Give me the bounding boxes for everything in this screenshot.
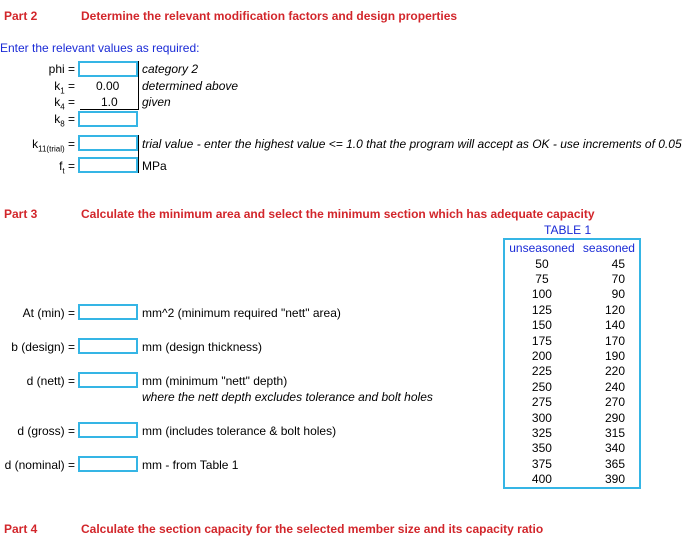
table-cell-unseasoned: 200 <box>531 349 552 364</box>
table-cell-unseasoned: 175 <box>531 333 552 348</box>
k11-divider <box>138 135 139 173</box>
table-cell-unseasoned: 350 <box>531 441 552 456</box>
k1-value: 0.00 <box>96 79 120 93</box>
ft-input[interactable] <box>78 157 138 173</box>
table-cell-seasoned: 315 <box>604 425 625 440</box>
table-cell-seasoned: 270 <box>604 395 625 410</box>
k11-input[interactable] <box>78 135 138 151</box>
ft-label: $f_t$ = <box>59 159 75 176</box>
table1 <box>503 238 641 489</box>
table-cell-seasoned: 365 <box>604 456 625 471</box>
d-nominal-label: d (nominal) = <box>4 458 75 472</box>
k4-label: $k_4$ = <box>54 95 75 112</box>
k11-label: $k_{11(trial)}$ = <box>32 137 75 154</box>
table-cell-seasoned: 45 <box>611 256 625 271</box>
table-cell-unseasoned: 300 <box>531 410 552 425</box>
table-cell-seasoned: 90 <box>611 287 625 302</box>
table1-title: TABLE 1 <box>544 223 592 237</box>
table-cell-seasoned: 70 <box>611 272 625 287</box>
table1-header-unseasoned: unseasoned <box>509 241 575 255</box>
table-cell-unseasoned: 125 <box>531 302 552 317</box>
k8-input[interactable] <box>78 111 138 127</box>
table-cell-unseasoned: 400 <box>531 472 552 487</box>
k11-note: trial value - enter the highest value <= 1.0 that the program will accept as OK - use increments of 0.05 <box>142 137 682 151</box>
table-cell-seasoned: 390 <box>604 472 625 487</box>
part3-title: Calculate the minimum area and select the minimum section which has adequate capacity <box>81 207 595 221</box>
part4-title: Calculate the section capacity for the selected member size and its capacity ratio <box>81 522 544 536</box>
table-cell-seasoned: 170 <box>604 333 625 348</box>
b-design-note: mm (design thickness) <box>142 340 263 354</box>
table-cell-unseasoned: 275 <box>531 395 552 410</box>
table-cell-seasoned: 220 <box>604 364 625 379</box>
table-row <box>504 302 640 317</box>
part2-title: Determine the relevant modification factors and design properties <box>81 9 458 23</box>
k4-value: 1.0 <box>101 95 118 109</box>
table-row <box>504 348 640 363</box>
at-min-input[interactable] <box>78 304 138 320</box>
d-nett-label: d (nett) = <box>26 374 75 388</box>
k4-underline <box>80 109 138 110</box>
table-cell-seasoned: 120 <box>604 302 625 317</box>
table-cell-unseasoned: 75 <box>535 272 549 287</box>
part3-label: Part 3 <box>4 207 38 221</box>
d-nett-input[interactable] <box>78 372 138 388</box>
phi-label: phi = <box>48 62 75 76</box>
table-row <box>504 364 640 379</box>
b-design-label: b (design) = <box>11 340 75 354</box>
k1-label: $k_1$ = <box>54 79 75 96</box>
table1-header-row <box>504 239 640 256</box>
k8-label: $k_8$ = <box>54 112 75 129</box>
d-gross-label: d (gross) = <box>17 424 75 438</box>
table-row <box>504 410 640 425</box>
table-row <box>504 456 640 471</box>
value-divider <box>138 61 139 110</box>
ft-note: MPa <box>142 159 167 173</box>
part4-label: Part 4 <box>4 522 38 536</box>
at-min-note: mm^2 (minimum required "nett" area) <box>142 306 341 320</box>
d-gross-input[interactable] <box>78 422 138 438</box>
table-row <box>504 471 640 487</box>
table-cell-seasoned: 140 <box>604 318 625 333</box>
table-row <box>504 395 640 410</box>
table-cell-unseasoned: 250 <box>531 379 552 394</box>
phi-input[interactable] <box>78 61 138 77</box>
part2-instruction: Enter the relevant values as required: <box>0 41 200 55</box>
table-cell-seasoned: 240 <box>604 379 625 394</box>
table-row <box>504 271 640 286</box>
table-row <box>504 256 640 271</box>
at-min-label: At (min) = <box>22 306 75 320</box>
table1-header-seasoned: seasoned <box>582 241 635 255</box>
table-cell-unseasoned: 225 <box>531 364 552 379</box>
k4-note: given <box>142 95 171 109</box>
part2-label: Part 2 <box>4 9 38 23</box>
table-row <box>504 441 640 456</box>
table-cell-unseasoned: 150 <box>531 318 552 333</box>
b-design-input[interactable] <box>78 338 138 354</box>
k1-note: determined above <box>142 79 239 93</box>
table-cell-unseasoned: 50 <box>535 256 549 271</box>
table-row <box>504 318 640 333</box>
table-cell-seasoned: 190 <box>604 349 625 364</box>
table-row <box>504 287 640 302</box>
d-nominal-input[interactable] <box>78 456 138 472</box>
table-row <box>504 333 640 348</box>
table-cell-unseasoned: 375 <box>531 456 552 471</box>
d-nominal-note: mm - from Table 1 <box>142 458 239 472</box>
phi-note: category 2 <box>142 62 199 76</box>
table-row <box>504 379 640 394</box>
table-row <box>504 425 640 440</box>
d-nett-note: mm (minimum "nett" depth) <box>142 374 288 388</box>
table-cell-seasoned: 290 <box>604 410 625 425</box>
d-nett-note2: where the nett depth excludes tolerance and bolt holes <box>142 390 433 404</box>
table-cell-unseasoned: 100 <box>531 287 552 302</box>
table-cell-seasoned: 340 <box>604 441 625 456</box>
table-cell-unseasoned: 325 <box>531 425 552 440</box>
d-gross-note: mm (includes tolerance & bolt holes) <box>142 424 337 438</box>
